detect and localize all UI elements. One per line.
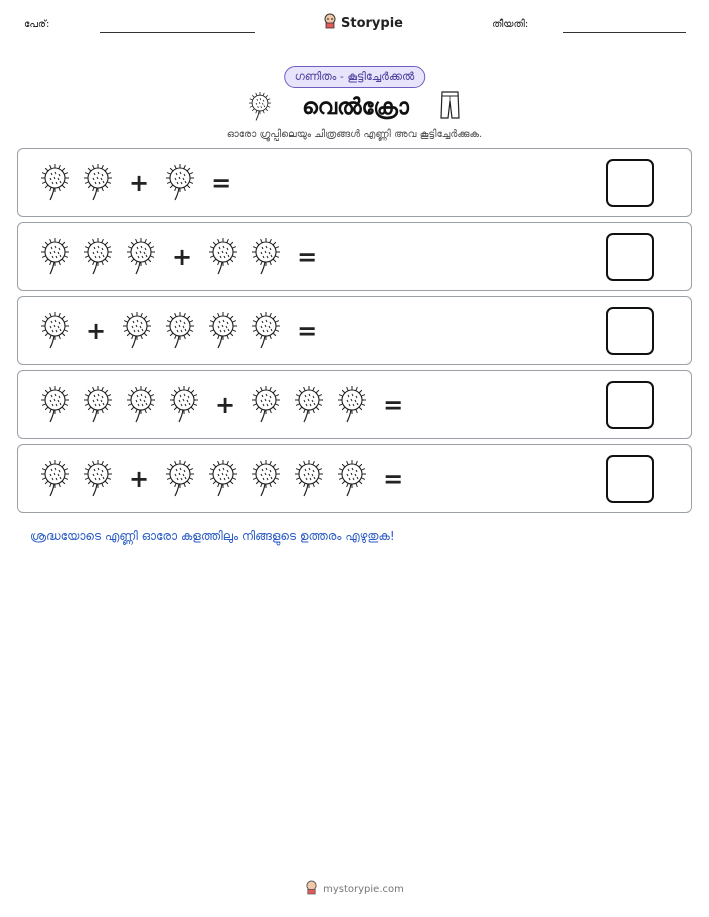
velcro-burr-icon <box>40 386 70 424</box>
storypie-mascot-icon <box>305 880 318 899</box>
velcro-burr-icon <box>40 164 70 202</box>
page-title: വെൽക്രോ <box>302 94 409 120</box>
topic-badge: ഗണിതം - കൂട്ടിച്ചേർക്കൽ <box>284 66 426 88</box>
problem-items <box>40 149 247 216</box>
date-label: തീയതി: <box>492 19 529 30</box>
footer-note: ശ്രദ്ധയോടെ എണ്ണി ഓരോ കളത്തിലും നിങ്ങളുടെ ഉത്തരം എഴുതുക! <box>30 529 395 543</box>
velcro-burr-icon <box>251 238 281 276</box>
plus-sign: + <box>172 242 193 271</box>
velcro-burr-icon <box>208 312 238 350</box>
problem-row <box>17 444 692 513</box>
footer-url: mystorypie.com <box>323 884 404 895</box>
answer-box[interactable] <box>606 381 654 429</box>
velcro-burr-icon <box>248 92 272 122</box>
velcro-burr-icon <box>83 238 113 276</box>
velcro-burr-icon <box>165 164 195 202</box>
velcro-burr-icon <box>40 238 70 276</box>
problem-items <box>40 371 419 438</box>
velcro-burr-icon <box>337 386 367 424</box>
equals-sign: = <box>383 464 404 493</box>
velcro-burr-icon <box>208 238 238 276</box>
velcro-burr-icon <box>165 460 195 498</box>
answer-box[interactable] <box>606 159 654 207</box>
problem-row <box>17 296 692 365</box>
trousers-icon <box>439 90 461 124</box>
plus-sign: + <box>215 390 236 419</box>
velcro-burr-icon <box>40 312 70 350</box>
name-label: പേര്: <box>24 19 50 30</box>
equals-sign: = <box>383 390 404 419</box>
date-line[interactable] <box>563 32 686 33</box>
velcro-burr-icon <box>126 386 156 424</box>
velcro-burr-icon <box>294 460 324 498</box>
plus-sign: + <box>129 464 150 493</box>
velcro-burr-icon <box>169 386 199 424</box>
brand-name: Storypie <box>341 15 403 31</box>
answer-box[interactable] <box>606 455 654 503</box>
problem-items <box>40 223 333 290</box>
problem-row <box>17 370 692 439</box>
storypie-logo <box>323 13 403 33</box>
velcro-burr-icon <box>83 164 113 202</box>
equals-sign: = <box>297 316 318 345</box>
velcro-burr-icon <box>83 460 113 498</box>
equals-sign: = <box>211 168 232 197</box>
velcro-burr-icon <box>294 386 324 424</box>
velcro-burr-icon <box>83 386 113 424</box>
velcro-burr-icon <box>251 386 281 424</box>
problem-row <box>17 148 692 217</box>
footer <box>0 880 709 899</box>
answer-box[interactable] <box>606 307 654 355</box>
velcro-burr-icon <box>251 312 281 350</box>
plus-sign: + <box>86 316 107 345</box>
velcro-burr-icon <box>40 460 70 498</box>
velcro-burr-icon <box>126 238 156 276</box>
velcro-burr-icon <box>122 312 152 350</box>
problem-items <box>40 445 419 512</box>
velcro-burr-icon <box>208 460 238 498</box>
title-row <box>0 90 709 124</box>
instructions: ഓരോ ഗ്രൂപ്പിലെയും ചിത്രങ്ങൾ എണ്ണി അവ കൂട്ടിച്ചേർക്കുക. <box>226 129 483 140</box>
equals-sign: = <box>297 242 318 271</box>
problem-row <box>17 222 692 291</box>
name-line[interactable] <box>100 32 255 33</box>
storypie-mascot-icon <box>323 13 337 33</box>
velcro-burr-icon <box>165 312 195 350</box>
problem-items <box>40 297 333 364</box>
velcro-burr-icon <box>251 460 281 498</box>
velcro-burr-icon <box>337 460 367 498</box>
answer-box[interactable] <box>606 233 654 281</box>
plus-sign: + <box>129 168 150 197</box>
